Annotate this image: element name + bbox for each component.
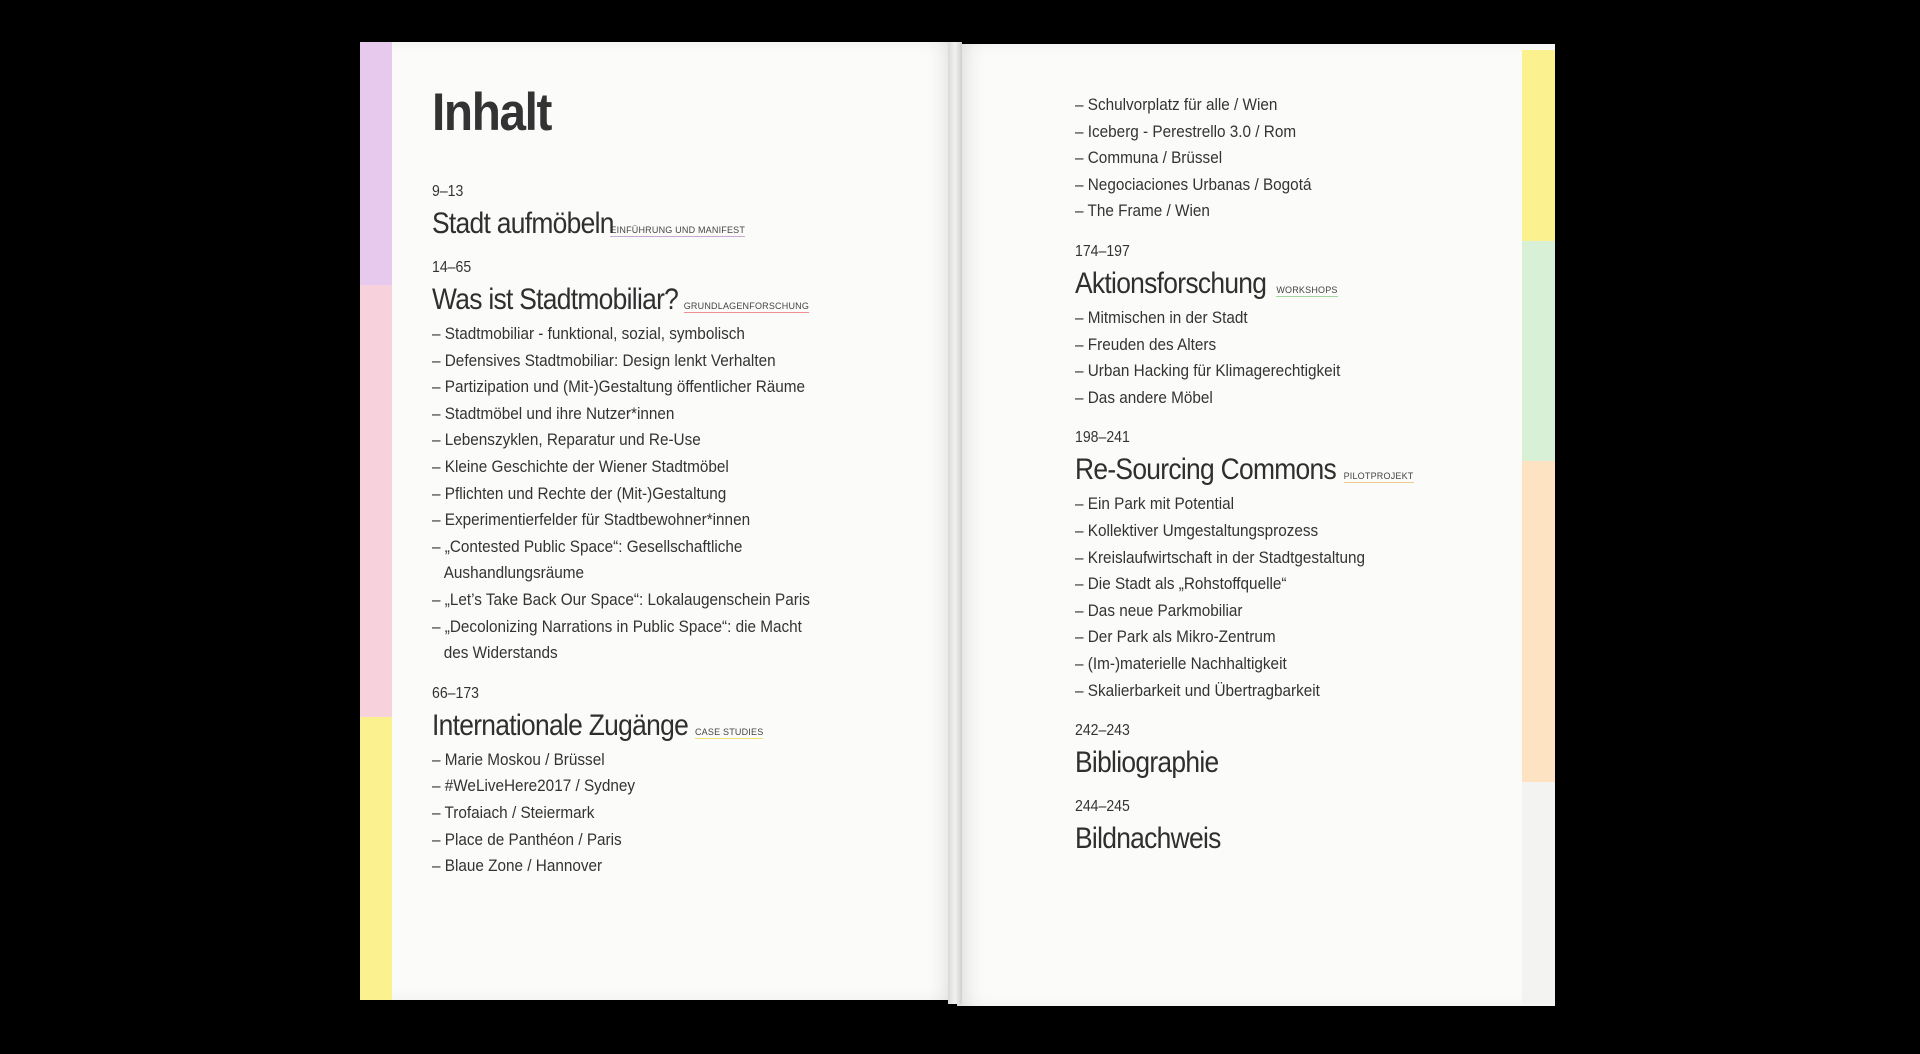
section-heading: Re-Sourcing Commons <box>1075 453 1336 487</box>
list-item: – Place de Panthéon / Paris <box>432 829 622 849</box>
section-tag: PILOTPROJEKT <box>1343 471 1414 482</box>
section-item-list <box>432 321 912 667</box>
list-item: – Pflichten und Rechte der (Mit-)Gestaltung <box>432 483 727 503</box>
list-item: – Mitmischen in der Stadt <box>1075 307 1248 327</box>
list-item: des Widerstands <box>443 643 558 663</box>
list-item: – „Contested Public Space“: Gesellschaftliche <box>432 536 743 556</box>
section-heading: Was ist Stadtmobiliar? <box>432 283 679 316</box>
list-item: – Defensives Stadtmobiliar: Design lenkt Verhalten <box>432 350 776 370</box>
toc-section <box>1075 798 1535 856</box>
list-item: – Lebenszyklen, Reparatur und Re-Use <box>432 430 701 450</box>
list-item: – Kreislaufwirtschaft in der Stadtgestaltung <box>1075 547 1366 567</box>
toc-section <box>432 685 912 880</box>
list-item: – Partizipation und (Mit-)Gestaltung öffentlicher Räume <box>432 377 806 397</box>
section-tag: CASE STUDIES <box>694 726 764 737</box>
yellow-edge-strip <box>360 717 392 1000</box>
page-range: 9–13 <box>432 183 464 200</box>
section-heading-row <box>1075 267 1535 301</box>
section-heading: Bibliographie <box>1075 746 1219 780</box>
toc-section <box>1075 722 1535 780</box>
right-toc-column <box>1075 92 1535 874</box>
list-item: – Iceberg - Perestrello 3.0 / Rom <box>1075 121 1297 141</box>
list-item: – Die Stadt als „Rohstoffquelle“ <box>1075 574 1287 594</box>
list-item: – #WeLiveHere2017 / Sydney <box>432 776 636 796</box>
toc-section <box>432 259 912 667</box>
list-item: – Ein Park mit Potential <box>1075 494 1235 514</box>
toc-section <box>1075 243 1535 411</box>
list-item: – Kleine Geschichte der Wiener Stadtmöbel <box>432 456 729 476</box>
section-item-list <box>1075 491 1535 704</box>
list-item: – Das neue Parkmobiliar <box>1075 600 1243 620</box>
list-item: – Trofaiach / Steiermark <box>432 802 595 822</box>
section-heading-row <box>432 709 912 743</box>
section-heading-row <box>432 207 912 241</box>
toc-section <box>1075 429 1535 704</box>
section-item-list <box>1075 305 1535 411</box>
list-item: Aushandlungsräume <box>443 563 585 583</box>
list-item: – Skalierbarkeit und Übertragbarkeit <box>1075 680 1320 700</box>
list-item: – The Frame / Wien <box>1075 201 1210 221</box>
page-range: 174–197 <box>1075 242 1130 260</box>
section-heading-row <box>432 283 912 317</box>
list-item: – Marie Moskou / Brüssel <box>432 749 605 769</box>
book-gutter <box>948 42 962 1004</box>
list-item: – Urban Hacking für Klimagerechtigkeit <box>1075 361 1341 381</box>
section-tag: EINFÜHRUNG UND MANIFEST <box>610 225 746 235</box>
left-toc-column <box>432 70 912 898</box>
page-range: 244–245 <box>1075 798 1130 816</box>
list-item: – „Let’s Take Back Our Space“: Lokalaugenschein Paris <box>432 589 810 609</box>
page-range: 198–241 <box>1075 429 1130 447</box>
section-heading: Stadt aufmöbeln <box>432 207 614 240</box>
section-item-list <box>432 747 912 880</box>
list-item: – (Im-)materielle Nachhaltigkeit <box>1075 653 1287 673</box>
list-item: – Das andere Möbel <box>1075 387 1213 407</box>
section-heading: Internationale Zugänge <box>432 708 689 742</box>
list-item: – Schulvorplatz für alle / Wien <box>1075 95 1278 114</box>
list-item: – Experimentierfelder für Stadtbewohner*innen <box>432 510 751 530</box>
page-range: 14–65 <box>432 259 472 276</box>
pink-edge-strip <box>360 285 392 717</box>
section-tag: GRUNDLAGENFORSCHUNG <box>683 301 810 311</box>
section-heading-row <box>1075 746 1535 780</box>
section-heading-row <box>1075 453 1535 487</box>
list-item: – Kollektiver Umgestaltungsprozess <box>1075 520 1319 540</box>
list-item: – Stadtmobiliar - funktional, sozial, symbolisch <box>432 324 745 343</box>
page-title: Inhalt <box>432 83 552 142</box>
list-item: – Der Park als Mikro-Zentrum <box>1075 627 1276 647</box>
page-range: 242–243 <box>1075 722 1130 740</box>
purple-edge-strip <box>360 42 392 285</box>
list-item: – Communa / Brüssel <box>1075 148 1223 168</box>
list-item: – „Decolonizing Narrations in Public Space“: die Macht <box>432 616 802 636</box>
list-item: – Negociaciones Urbanas / Bogotá <box>1075 174 1312 194</box>
list-item: – Freuden des Alters <box>1075 334 1217 354</box>
section-heading: Bildnachweis <box>1075 822 1221 856</box>
list-item: – Blaue Zone / Hannover <box>432 856 603 876</box>
toc-section <box>432 183 912 241</box>
list-item: – Stadtmöbel und ihre Nutzer*innen <box>432 403 675 423</box>
section-tag: WORKSHOPS <box>1276 284 1338 295</box>
section-heading-row <box>1075 822 1535 856</box>
section-heading: Aktionsforschung <box>1075 266 1267 300</box>
page-range: 66–173 <box>432 684 479 702</box>
continued-item-list <box>1075 92 1535 225</box>
